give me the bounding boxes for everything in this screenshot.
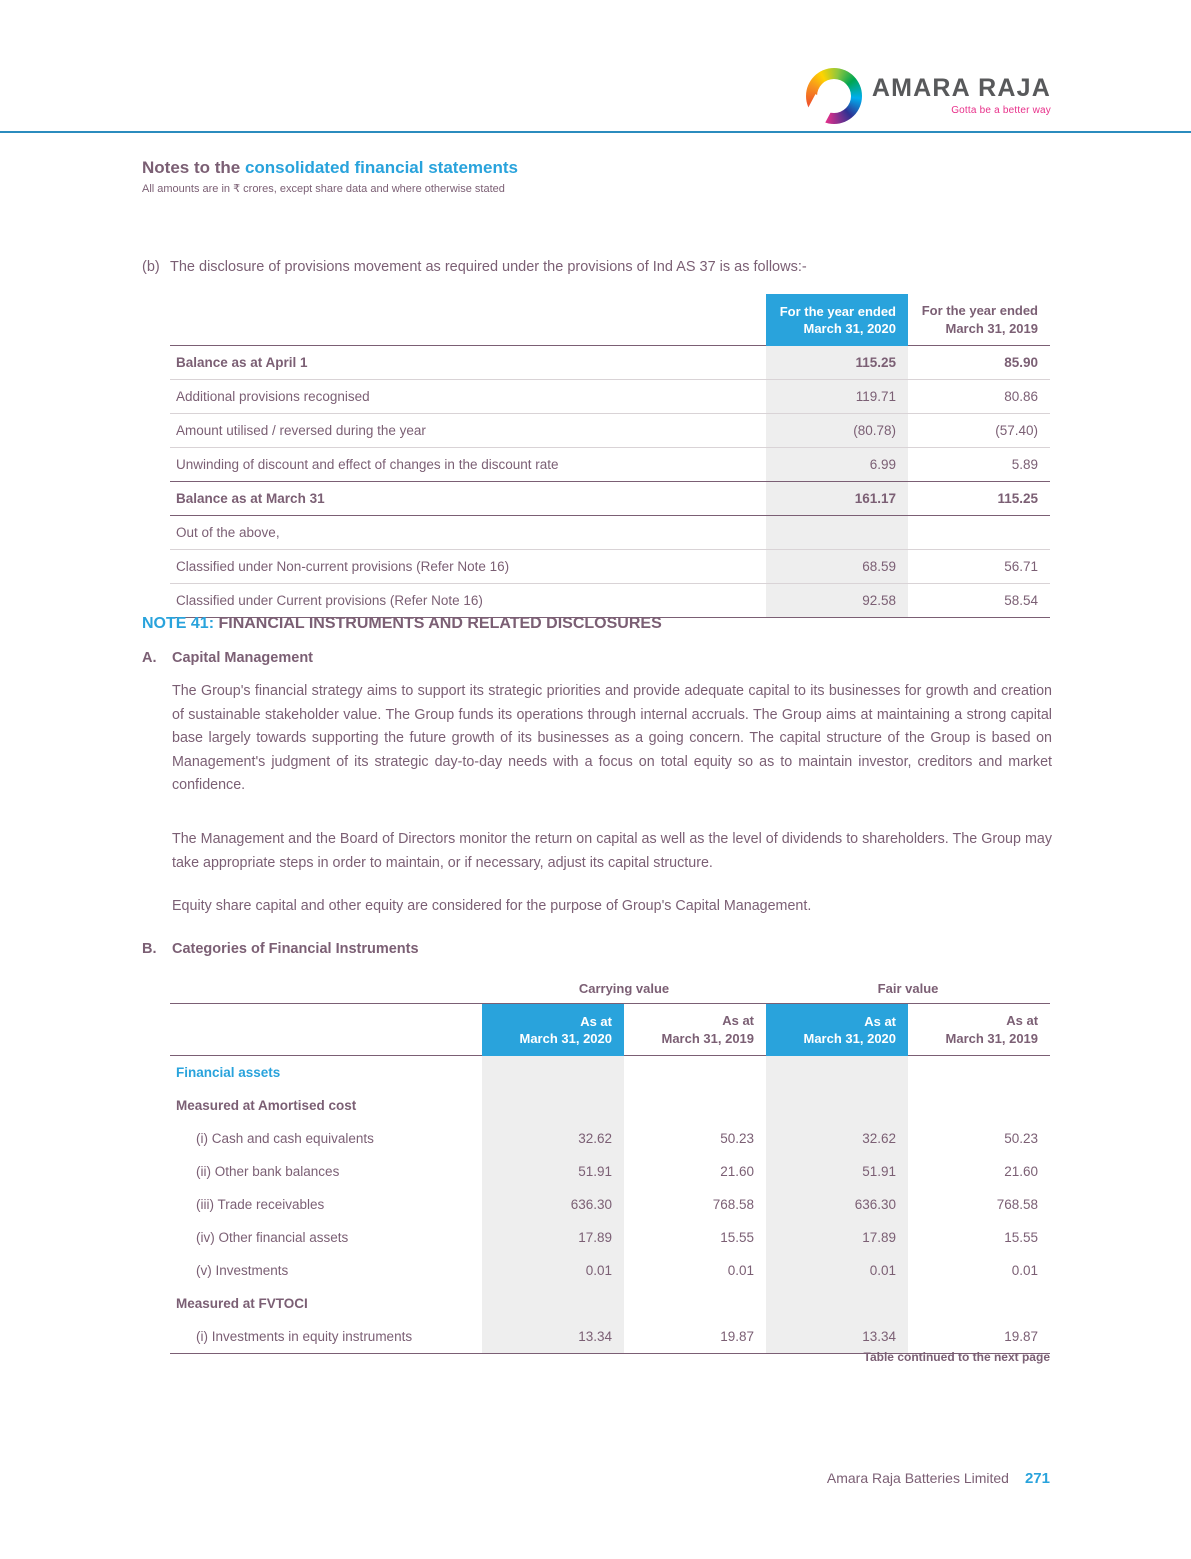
capital-management-para-1: The Group's financial strategy aims to support its strategic priorities and provide adequate capital to its businesses for growth and creation of sustainable stakeholder value. The Group funds its operations through internal accruals. The Group aims at maintaining a strong capital base largely towards supporting the future growth of its businesses as a going concern. The capital structure of the Group is based on Management's judgment of its strategic day-to-day needs with a focus on total equity so as to maintain investor, creditors and market confidence. bbox=[172, 683, 1052, 794]
row-carrying-2019 bbox=[624, 1287, 766, 1320]
row-label: Additional provisions recognised bbox=[170, 380, 766, 414]
row-carrying-2019: 0.01 bbox=[727, 1263, 755, 1279]
row-label: (i) Cash and cash equivalents bbox=[196, 1131, 374, 1147]
row-label: Classified under Non-current provisions (Refer Note 16) bbox=[170, 550, 766, 584]
row-value-2019: 85.90 bbox=[908, 346, 1050, 380]
row-fair-2020: 32.62 bbox=[766, 1122, 908, 1155]
row-label: Unwinding of discount and effect of changes in the discount rate bbox=[170, 448, 766, 482]
sub-header-fair-2019 bbox=[908, 1004, 1050, 1056]
table-row bbox=[170, 584, 1050, 618]
row-fair-2020 bbox=[766, 1056, 908, 1090]
row-label: Balance as at March 31 bbox=[170, 482, 766, 516]
capital-management-para-3: Equity share capital and other equity are considered for the purpose of Group's Capital Management. bbox=[172, 898, 812, 914]
footer-page-number: 271 bbox=[1024, 1470, 1050, 1487]
intro-text: The disclosure of provisions movement as required under the provisions of Ind AS 37 is as follows:- bbox=[170, 259, 807, 275]
row-carrying-2020: 0.01 bbox=[482, 1254, 624, 1287]
brand-tagline: Gotta be a better way bbox=[951, 105, 1051, 116]
header-fy2019 bbox=[908, 294, 1050, 346]
row-carrying-2019 bbox=[624, 1056, 766, 1090]
group-header-carrying-value: Carrying value bbox=[482, 975, 766, 1004]
table-row bbox=[170, 1155, 1050, 1188]
row-carrying-2019 bbox=[624, 1089, 766, 1122]
row-fair-2019: 50.23 bbox=[1004, 1131, 1039, 1147]
table-row bbox=[170, 482, 1050, 516]
sub-header-date-2: March 31, 2019 bbox=[661, 1030, 755, 1046]
row-fair-2020: 0.01 bbox=[766, 1254, 908, 1287]
section-b-letter: B. bbox=[142, 941, 157, 957]
row-fair-2019: 0.01 bbox=[1011, 1263, 1039, 1279]
row-label: (i) Investments in equity instruments bbox=[170, 1320, 482, 1354]
header-fy2020-line2: March 31, 2020 bbox=[803, 321, 896, 337]
row-fair-2020: 51.91 bbox=[766, 1155, 908, 1188]
row-value-2019: 56.71 bbox=[908, 550, 1050, 584]
row-label: Classified under Current provisions (Refer Note 16) bbox=[170, 584, 766, 618]
section-b-title: Categories of Financial Instruments bbox=[172, 941, 419, 957]
row-fair-2019 bbox=[908, 1287, 1050, 1320]
amara-raja-ring-logo-icon bbox=[806, 68, 862, 124]
sub-header-asat-2: As at bbox=[722, 1013, 755, 1028]
row-value-2019: 5.89 bbox=[908, 448, 1050, 482]
row-value-2020: 115.25 bbox=[766, 346, 908, 380]
table-row bbox=[170, 1254, 1050, 1287]
categories-financial-instruments-table bbox=[170, 975, 1050, 1354]
row-carrying-2020: 636.30 bbox=[482, 1188, 624, 1221]
row-fair-2020: 636.30 bbox=[766, 1188, 908, 1221]
table-row bbox=[170, 346, 1050, 380]
row-label: Amount utilised / reversed during the year bbox=[170, 414, 766, 448]
row-value-2019 bbox=[908, 516, 1050, 550]
sub-header-fair-2020 bbox=[766, 1004, 908, 1056]
row-label: (iv) Other financial assets bbox=[196, 1230, 349, 1246]
capital-management-para-2: The Management and the Board of Directors monitor the return on capital as well as the level of dividends to shareholders. The Group may take appropriate steps in order to maintain, or if necessary, adjust its capital structure. bbox=[172, 831, 1052, 871]
row-carrying-2020: 13.34 bbox=[482, 1320, 624, 1354]
page-title bbox=[142, 158, 518, 178]
row-value-2020: 161.17 bbox=[766, 482, 908, 516]
row-value-2020: 68.59 bbox=[766, 550, 908, 584]
row-label: Balance as at April 1 bbox=[170, 346, 766, 380]
table-row bbox=[170, 380, 1050, 414]
page-footer bbox=[827, 1470, 1050, 1487]
row-value-2020: 119.71 bbox=[766, 380, 908, 414]
table-group-header-row bbox=[170, 975, 1050, 1004]
provisions-movement-table bbox=[170, 294, 1050, 618]
row-label: Measured at Amortised cost bbox=[176, 1098, 357, 1114]
table-row bbox=[170, 1320, 1050, 1354]
header-fy2020 bbox=[766, 294, 908, 346]
header-blank bbox=[170, 294, 766, 346]
sub-header-date-1: March 31, 2020 bbox=[519, 1031, 612, 1047]
table-row bbox=[170, 550, 1050, 584]
section-b-heading bbox=[142, 941, 419, 957]
group-header-fair-value: Fair value bbox=[766, 975, 1050, 1004]
sub-header-carrying-2019 bbox=[624, 1004, 766, 1056]
row-value-2019: (57.40) bbox=[908, 414, 1050, 448]
header-fy2020-line1: For the year ended bbox=[779, 303, 896, 319]
row-carrying-2020: 32.62 bbox=[482, 1122, 624, 1155]
row-fair-2020 bbox=[766, 1089, 908, 1122]
row-carrying-2020: 17.89 bbox=[482, 1221, 624, 1254]
row-value-2019: 115.25 bbox=[908, 482, 1050, 516]
row-carrying-2020 bbox=[482, 1089, 624, 1122]
table-row bbox=[170, 414, 1050, 448]
sub-header-date-3: March 31, 2020 bbox=[803, 1031, 897, 1047]
row-carrying-2019: 21.60 bbox=[720, 1164, 755, 1180]
note-41-number: NOTE 41: bbox=[142, 615, 215, 632]
table-row bbox=[170, 1089, 1050, 1122]
page-subtitle: All amounts are in ₹ crores, except share data and where otherwise stated bbox=[142, 183, 505, 195]
row-value-2020: (80.78) bbox=[766, 414, 908, 448]
row-label: Measured at FVTOCI bbox=[176, 1296, 308, 1312]
row-fair-2019: 768.58 bbox=[996, 1197, 1039, 1213]
section-a-letter: A. bbox=[142, 650, 157, 666]
row-value-2020: 92.58 bbox=[766, 584, 908, 618]
header-divider bbox=[0, 131, 1191, 133]
row-carrying-2019: 50.23 bbox=[720, 1131, 755, 1147]
row-fair-2019: 21.60 bbox=[1004, 1164, 1039, 1180]
group-header-blank bbox=[170, 975, 482, 1004]
row-carrying-2020 bbox=[482, 1056, 624, 1090]
header-fy2019-line2: March 31, 2019 bbox=[945, 320, 1038, 336]
row-label: (ii) Other bank balances bbox=[196, 1164, 340, 1180]
row-label: (v) Investments bbox=[196, 1263, 289, 1279]
table-header-row bbox=[170, 294, 1050, 346]
row-label: Out of the above, bbox=[170, 516, 766, 550]
logo-text-block bbox=[872, 76, 1051, 116]
intro-paragraph bbox=[142, 259, 1052, 275]
sub-header-asat-4: As at bbox=[1006, 1013, 1039, 1028]
sub-header-asat-1: As at bbox=[580, 1013, 612, 1029]
page-title-highlight: consolidated financial statements bbox=[244, 158, 518, 177]
sub-header-carrying-2020 bbox=[482, 1004, 624, 1056]
row-carrying-2019: 768.58 bbox=[712, 1197, 755, 1213]
sub-header-asat-3: As at bbox=[864, 1013, 897, 1029]
table-sub-header-row bbox=[170, 1004, 1050, 1056]
footer-company: Amara Raja Batteries Limited bbox=[826, 1470, 1009, 1486]
row-fair-2020 bbox=[766, 1287, 908, 1320]
intro-label: (b) bbox=[142, 259, 160, 275]
row-carrying-2019: 19.87 bbox=[624, 1320, 766, 1354]
row-value-2020 bbox=[766, 516, 908, 550]
row-label: Financial assets bbox=[176, 1065, 281, 1081]
row-fair-2019 bbox=[908, 1089, 1050, 1122]
row-fair-2020: 13.34 bbox=[766, 1320, 908, 1354]
table-row bbox=[170, 1056, 1050, 1090]
row-value-2019: 58.54 bbox=[908, 584, 1050, 618]
page-title-plain: Notes to the bbox=[142, 158, 245, 177]
table-row bbox=[170, 516, 1050, 550]
row-carrying-2020 bbox=[482, 1287, 624, 1320]
note-41-title: FINANCIAL INSTRUMENTS AND RELATED DISCLOSURES bbox=[218, 615, 662, 632]
row-carrying-2019: 15.55 bbox=[720, 1230, 755, 1246]
table-row bbox=[170, 1287, 1050, 1320]
row-label: (iii) Trade receivables bbox=[196, 1197, 325, 1213]
section-a-heading bbox=[142, 650, 313, 666]
row-fair-2019 bbox=[908, 1056, 1050, 1090]
note-41-heading bbox=[142, 615, 662, 633]
sub-header-date-4: March 31, 2019 bbox=[945, 1030, 1039, 1046]
company-logo bbox=[806, 68, 1051, 124]
row-value-2019: 80.86 bbox=[908, 380, 1050, 414]
row-carrying-2020: 51.91 bbox=[482, 1155, 624, 1188]
sub-header-blank bbox=[170, 1004, 482, 1056]
table-row bbox=[170, 1221, 1050, 1254]
table-row bbox=[170, 448, 1050, 482]
row-fair-2019: 15.55 bbox=[1004, 1230, 1039, 1246]
row-fair-2020: 17.89 bbox=[766, 1221, 908, 1254]
row-value-2020: 6.99 bbox=[766, 448, 908, 482]
brand-name: AMARA RAJA bbox=[871, 74, 1051, 102]
table-continued-note: Table continued to the next page bbox=[863, 1350, 1050, 1364]
header-fy2019-line1: For the year ended bbox=[921, 303, 1038, 318]
table-row bbox=[170, 1188, 1050, 1221]
table-row bbox=[170, 1122, 1050, 1155]
row-fair-2019: 19.87 bbox=[908, 1320, 1050, 1354]
section-a-title: Capital Management bbox=[172, 650, 313, 666]
